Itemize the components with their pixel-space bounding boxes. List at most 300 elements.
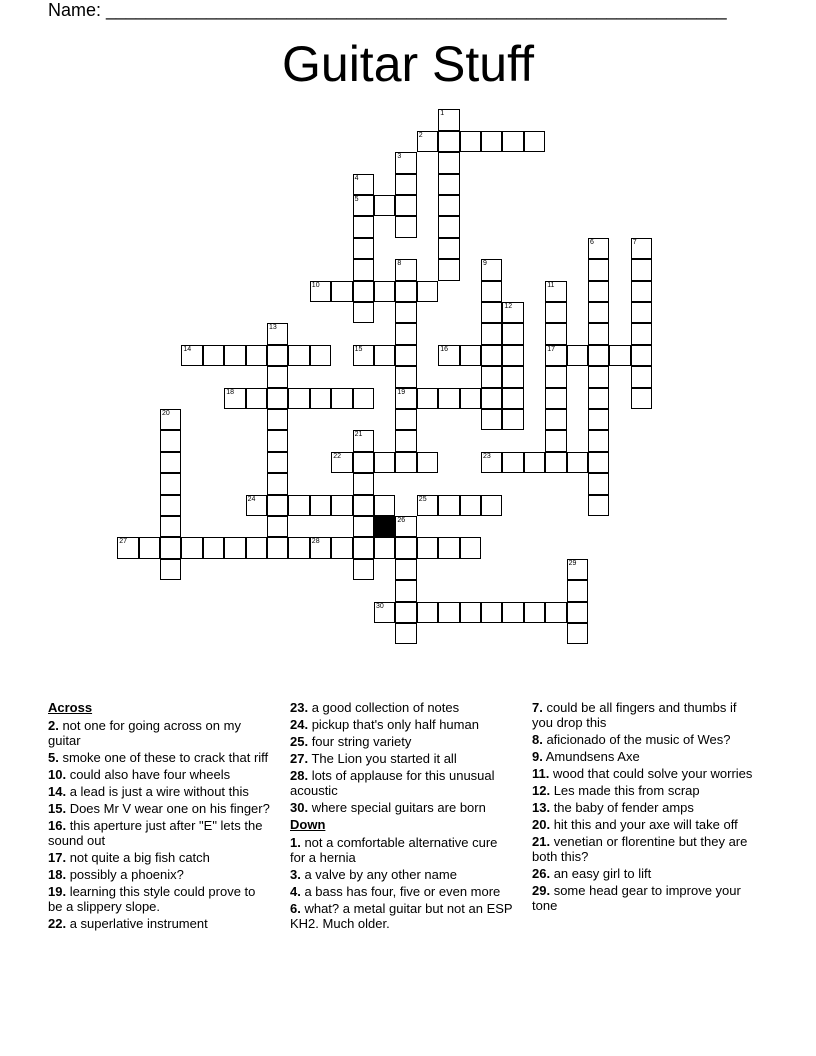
grid-cell[interactable] — [395, 537, 416, 558]
clue-column-3 — [532, 700, 757, 915]
grid-cell[interactable] — [160, 430, 181, 451]
grid-cell[interactable] — [224, 345, 245, 366]
across-clue — [290, 800, 515, 815]
clue-number: 10. — [48, 767, 67, 782]
grid-cell[interactable] — [481, 259, 502, 280]
grid-cell[interactable] — [588, 259, 609, 280]
clue-number: 6. — [290, 901, 301, 916]
clue-number: 14 — [183, 345, 192, 353]
grid-cell[interactable] — [588, 238, 609, 259]
clue-number: 27 — [119, 538, 127, 546]
across-clue — [48, 767, 273, 782]
clue-text: wood that could solve your worries — [549, 766, 753, 781]
grid-cell[interactable] — [353, 238, 374, 259]
grid-cell[interactable] — [438, 216, 459, 237]
clue-number: 19 — [397, 388, 406, 396]
clue-number: 22 — [333, 452, 341, 460]
clue-number: 25 — [418, 495, 427, 503]
clue-number: 9 — [483, 260, 487, 268]
clue-text: aficionado of the music of Wes? — [542, 732, 731, 747]
down-clue — [532, 817, 757, 832]
grid-cell[interactable] — [567, 345, 588, 366]
down-clue — [290, 835, 515, 865]
grid-cell[interactable] — [631, 302, 652, 323]
clue-number: 21 — [354, 431, 363, 439]
grid-cell[interactable] — [395, 216, 416, 237]
grid-cell[interactable] — [374, 602, 395, 623]
grid-cell[interactable] — [117, 537, 138, 558]
grid-cell[interactable] — [588, 473, 609, 494]
clue-text: Les made this from scrap — [550, 783, 700, 798]
name-field-label[interactable]: Name: ______________________________________________________________ — [48, 0, 727, 20]
grid-cell[interactable] — [567, 580, 588, 601]
across-clue — [290, 700, 515, 715]
across-clue — [48, 916, 273, 931]
clue-column-2 — [290, 700, 515, 933]
across-clue — [290, 717, 515, 732]
grid-cell[interactable] — [374, 537, 395, 558]
clue-number: 15 — [354, 345, 363, 353]
down-clue — [532, 800, 757, 815]
down-clue — [532, 749, 757, 764]
clue-text: a good collection of notes — [308, 700, 460, 715]
clue-number: 13. — [532, 800, 551, 815]
clue-number: 30. — [290, 800, 309, 815]
clue-number: 16 — [440, 345, 448, 353]
grid-cell[interactable] — [438, 602, 459, 623]
clue-text: a valve by any other name — [300, 867, 457, 882]
clue-number: 18 — [226, 388, 234, 396]
down-clue — [532, 700, 757, 730]
grid-cell[interactable] — [395, 366, 416, 387]
grid-cell[interactable] — [395, 195, 416, 216]
grid-cell[interactable] — [438, 238, 459, 259]
grid-cell[interactable] — [438, 345, 459, 366]
grid-cell[interactable] — [545, 452, 566, 473]
grid-cell[interactable] — [631, 323, 652, 344]
grid-cell[interactable] — [353, 195, 374, 216]
clue-number: 23 — [483, 452, 491, 460]
clue-text: where special guitars are born — [308, 800, 486, 815]
grid-cell[interactable] — [502, 366, 523, 387]
clue-number: 1 — [440, 110, 445, 118]
across-clue — [48, 818, 273, 848]
clue-number: 1. — [290, 835, 301, 850]
clue-number: 22. — [48, 916, 67, 931]
grid-cell[interactable] — [267, 537, 288, 558]
grid-cell[interactable] — [353, 345, 374, 366]
grid-cell[interactable] — [288, 537, 309, 558]
grid-cell[interactable] — [481, 302, 502, 323]
across-clue — [48, 750, 273, 765]
clue-number: 14. — [48, 784, 67, 799]
black-cell — [374, 516, 395, 537]
grid-cell[interactable] — [502, 345, 523, 366]
clue-number: 11. — [532, 766, 550, 781]
grid-cell[interactable] — [481, 452, 502, 473]
clue-number: 15. — [48, 801, 67, 816]
clue-text: could also have four wheels — [66, 767, 231, 782]
grid-cell[interactable] — [395, 345, 416, 366]
grid-cell[interactable] — [588, 452, 609, 473]
grid-cell[interactable] — [374, 345, 395, 366]
grid-cell[interactable] — [395, 302, 416, 323]
grid-cell[interactable] — [438, 174, 459, 195]
grid-cell[interactable] — [502, 409, 523, 430]
grid-cell[interactable] — [460, 602, 481, 623]
clue-number: 24. — [290, 717, 309, 732]
grid-cell[interactable] — [417, 388, 438, 409]
grid-cell[interactable] — [438, 259, 459, 280]
grid-cell[interactable] — [567, 602, 588, 623]
clue-column-1 — [48, 700, 273, 933]
grid-cell[interactable] — [374, 495, 395, 516]
grid-cell[interactable] — [353, 302, 374, 323]
grid-cell[interactable] — [502, 388, 523, 409]
grid-cell[interactable] — [267, 409, 288, 430]
grid-cell[interactable] — [267, 323, 288, 344]
grid-cell[interactable] — [331, 452, 352, 473]
grid-cell[interactable] — [353, 281, 374, 302]
grid-cell[interactable] — [524, 602, 545, 623]
grid-cell[interactable] — [460, 537, 481, 558]
across-clue — [48, 801, 273, 816]
grid-cell[interactable] — [267, 366, 288, 387]
clue-text: a bass has four, five or even more — [300, 884, 501, 899]
grid-cell[interactable] — [203, 345, 224, 366]
clue-number: 7. — [532, 700, 543, 715]
grid-cell[interactable] — [567, 452, 588, 473]
grid-cell[interactable] — [310, 388, 331, 409]
grid-cell[interactable] — [353, 216, 374, 237]
clue-text: a lead is just a wire without this — [66, 784, 249, 799]
clue-number: 5 — [354, 196, 359, 203]
down-clue — [532, 883, 757, 913]
clue-number: 2. — [48, 718, 59, 733]
grid-cell[interactable] — [310, 537, 331, 558]
grid-cell[interactable] — [631, 366, 652, 387]
grid-cell[interactable] — [288, 345, 309, 366]
grid-cell[interactable] — [567, 623, 588, 644]
clue-number: 3. — [290, 867, 301, 882]
grid-cell[interactable] — [160, 559, 181, 580]
across-clue — [290, 751, 515, 766]
grid-cell[interactable] — [139, 537, 160, 558]
grid-cell[interactable] — [310, 345, 331, 366]
grid-cell[interactable] — [545, 388, 566, 409]
clue-text: an easy girl to lift — [550, 866, 652, 881]
clue-number: 28. — [290, 768, 309, 783]
clue-text: pickup that's only half human — [308, 717, 479, 732]
grid-cell[interactable] — [588, 430, 609, 451]
grid-cell[interactable] — [331, 388, 352, 409]
grid-cell[interactable] — [267, 516, 288, 537]
grid-cell[interactable] — [502, 602, 523, 623]
clue-number: 19. — [48, 884, 67, 899]
grid-cell[interactable] — [224, 388, 245, 409]
grid-cell[interactable] — [502, 452, 523, 473]
grid-cell[interactable] — [395, 323, 416, 344]
clue-number: 20 — [162, 410, 170, 417]
grid-cell[interactable] — [438, 388, 459, 409]
grid-cell[interactable] — [353, 516, 374, 537]
clue-text: this aperture just after "E" lets the sound out — [48, 818, 263, 848]
grid-cell[interactable] — [631, 238, 652, 259]
grid-cell[interactable] — [481, 409, 502, 430]
grid-cell[interactable] — [353, 388, 374, 409]
grid-cell[interactable] — [588, 345, 609, 366]
across-clue — [48, 784, 273, 799]
clue-text: the baby of fender amps — [550, 800, 694, 815]
grid-cell[interactable] — [438, 131, 459, 152]
grid-cell[interactable] — [417, 537, 438, 558]
grid-cell[interactable] — [545, 345, 566, 366]
clue-text: smoke one of these to crack that riff — [58, 750, 269, 765]
grid-cell[interactable] — [374, 281, 395, 302]
down-clue — [532, 866, 757, 881]
grid-cell[interactable] — [160, 495, 181, 516]
grid-cell[interactable] — [288, 388, 309, 409]
grid-cell[interactable] — [395, 388, 416, 409]
grid-cell[interactable] — [460, 345, 481, 366]
grid-cell[interactable] — [353, 559, 374, 580]
clue-number: 8 — [397, 260, 402, 268]
clue-number: 26. — [532, 866, 551, 881]
down-clue — [532, 732, 757, 747]
grid-cell[interactable] — [267, 388, 288, 409]
grid-cell[interactable] — [353, 495, 374, 516]
across-heading: Across — [48, 700, 93, 715]
grid-cell[interactable] — [267, 452, 288, 473]
grid-cell[interactable] — [545, 281, 566, 302]
across-clue — [48, 850, 273, 865]
grid-cell[interactable] — [267, 345, 288, 366]
grid-cell[interactable] — [417, 452, 438, 473]
clue-number: 8. — [532, 732, 543, 747]
grid-cell[interactable] — [631, 345, 652, 366]
clue-number: 20. — [532, 817, 551, 832]
grid-cell[interactable] — [545, 602, 566, 623]
down-clue — [290, 901, 515, 931]
grid-cell[interactable] — [246, 495, 267, 516]
clue-number: 29. — [532, 883, 551, 898]
grid-cell[interactable] — [374, 195, 395, 216]
down-clue — [532, 834, 757, 864]
grid-cell[interactable] — [481, 345, 502, 366]
grid-cell[interactable] — [331, 495, 352, 516]
grid-cell[interactable] — [160, 473, 181, 494]
grid-cell[interactable] — [588, 281, 609, 302]
grid-cell[interactable] — [395, 409, 416, 430]
grid-cell[interactable] — [631, 281, 652, 302]
grid-cell[interactable] — [481, 131, 502, 152]
grid-cell[interactable] — [353, 259, 374, 280]
clue-text: The Lion you started it all — [308, 751, 457, 766]
grid-cell[interactable] — [460, 495, 481, 516]
clue-number: 16. — [48, 818, 67, 833]
clue-text: some head gear to improve your tone — [532, 883, 741, 913]
grid-cell[interactable] — [588, 323, 609, 344]
grid-cell[interactable] — [395, 623, 416, 644]
grid-cell[interactable] — [417, 495, 438, 516]
clue-number: 21. — [532, 834, 551, 849]
clue-number: 29 — [568, 559, 577, 567]
clue-text: lots of applause for this unusual acoustic — [290, 768, 495, 798]
clue-number: 2 — [418, 131, 423, 139]
clue-text: possibly a phoenix? — [66, 867, 184, 882]
grid-cell[interactable] — [545, 430, 566, 451]
grid-cell[interactable] — [588, 409, 609, 430]
grid-cell[interactable] — [588, 302, 609, 323]
grid-cell[interactable] — [460, 388, 481, 409]
grid-cell[interactable] — [438, 495, 459, 516]
page-title: Guitar Stuff — [282, 36, 534, 92]
grid-cell[interactable] — [288, 495, 309, 516]
grid-cell[interactable] — [246, 345, 267, 366]
grid-cell[interactable] — [353, 473, 374, 494]
grid-cell[interactable] — [224, 537, 245, 558]
grid-cell[interactable] — [267, 473, 288, 494]
grid-cell[interactable] — [545, 409, 566, 430]
grid-cell[interactable] — [310, 281, 331, 302]
clue-text: hit this and your axe will take off — [550, 817, 738, 832]
grid-cell[interactable] — [545, 323, 566, 344]
grid-cell[interactable] — [395, 430, 416, 451]
clue-text: four string variety — [308, 734, 412, 749]
clue-number: 9. — [532, 749, 543, 764]
grid-cell[interactable] — [481, 495, 502, 516]
clue-text: Amundsens Axe — [542, 749, 640, 764]
clue-number: 6 — [590, 238, 594, 246]
grid-cell[interactable] — [417, 131, 438, 152]
grid-cell[interactable] — [160, 409, 181, 430]
grid-cell[interactable] — [395, 516, 416, 537]
clue-number: 17. — [48, 850, 67, 865]
grid-cell[interactable] — [267, 430, 288, 451]
grid-cell[interactable] — [181, 537, 202, 558]
grid-cell[interactable] — [588, 495, 609, 516]
grid-cell[interactable] — [203, 537, 224, 558]
grid-cell[interactable] — [417, 281, 438, 302]
grid-cell[interactable] — [460, 131, 481, 152]
grid-cell[interactable] — [438, 109, 459, 130]
grid-cell[interactable] — [395, 452, 416, 473]
clue-text: a superlative instrument — [66, 916, 208, 931]
grid-cell[interactable] — [545, 302, 566, 323]
grid-cell[interactable] — [160, 516, 181, 537]
clue-number: 24 — [247, 495, 256, 503]
grid-cell[interactable] — [160, 537, 181, 558]
across-clue — [290, 734, 515, 749]
clue-text: Does Mr V wear one on his finger? — [66, 801, 270, 816]
grid-cell[interactable] — [395, 174, 416, 195]
down-clue — [290, 867, 515, 882]
clue-number: 26 — [397, 517, 406, 524]
grid-cell[interactable] — [395, 559, 416, 580]
clue-number: 17 — [547, 345, 555, 353]
clue-number: 23. — [290, 700, 309, 715]
clue-number: 18. — [48, 867, 67, 882]
grid-cell[interactable] — [246, 537, 267, 558]
clue-text: not quite a big fish catch — [66, 850, 210, 865]
grid-cell[interactable] — [545, 366, 566, 387]
grid-cell[interactable] — [310, 495, 331, 516]
clue-text: not a comfortable alternative cure for a hernia — [290, 835, 498, 865]
clue-text: not one for going across on my guitar — [48, 718, 241, 748]
down-heading: Down — [290, 817, 326, 832]
grid-cell[interactable] — [417, 602, 438, 623]
grid-cell[interactable] — [481, 281, 502, 302]
clue-number: 12 — [504, 303, 513, 310]
grid-cell[interactable] — [395, 281, 416, 302]
across-clue — [48, 884, 273, 914]
grid-cell[interactable] — [524, 452, 545, 473]
grid-cell[interactable] — [353, 430, 374, 451]
clue-text: what? a metal guitar but not an ESP KH2. Much older. — [290, 901, 513, 931]
grid-cell[interactable] — [374, 452, 395, 473]
across-clue — [48, 718, 273, 748]
grid-cell[interactable] — [395, 259, 416, 280]
grid-cell[interactable] — [395, 580, 416, 601]
grid-cell[interactable] — [438, 152, 459, 173]
clue-text: could be all fingers and thumbs if you drop this — [532, 700, 737, 730]
grid-cell[interactable] — [481, 323, 502, 344]
clue-number: 30 — [376, 602, 384, 610]
grid-cell[interactable] — [181, 345, 202, 366]
clue-number: 10 — [311, 281, 320, 289]
clue-text: learning this style could prove to be a slippery slope. — [48, 884, 256, 914]
down-clue — [532, 766, 757, 781]
grid-cell[interactable] — [502, 131, 523, 152]
clue-number: 27. — [290, 751, 309, 766]
clue-number: 25. — [290, 734, 309, 749]
grid-cell[interactable] — [524, 131, 545, 152]
grid-cell[interactable] — [631, 388, 652, 409]
grid-cell[interactable] — [502, 302, 523, 323]
clue-number: 3 — [397, 153, 402, 161]
grid-cell[interactable] — [331, 537, 352, 558]
grid-cell[interactable] — [395, 602, 416, 623]
grid-cell[interactable] — [588, 388, 609, 409]
clue-number: 12. — [532, 783, 551, 798]
grid-cell[interactable] — [588, 366, 609, 387]
grid-cell[interactable] — [438, 537, 459, 558]
clue-number: 4 — [354, 174, 359, 182]
grid-cell[interactable] — [395, 152, 416, 173]
grid-cell[interactable] — [609, 345, 630, 366]
grid-cell[interactable] — [438, 195, 459, 216]
grid-cell[interactable] — [481, 366, 502, 387]
grid-cell[interactable] — [246, 388, 267, 409]
across-clue — [48, 867, 273, 882]
down-clue — [532, 783, 757, 798]
clue-number: 5. — [48, 750, 59, 765]
grid-cell[interactable] — [331, 281, 352, 302]
grid-cell[interactable] — [567, 559, 588, 580]
clue-number: 28 — [311, 538, 320, 546]
clue-number: 4. — [290, 884, 301, 899]
grid-cell[interactable] — [502, 323, 523, 344]
grid-cell[interactable] — [160, 452, 181, 473]
grid-cell[interactable] — [481, 388, 502, 409]
grid-cell[interactable] — [267, 495, 288, 516]
down-clue — [290, 884, 515, 899]
grid-cell[interactable] — [631, 259, 652, 280]
grid-cell[interactable] — [353, 537, 374, 558]
grid-cell[interactable] — [353, 174, 374, 195]
grid-cell[interactable] — [481, 602, 502, 623]
grid-cell[interactable] — [353, 452, 374, 473]
